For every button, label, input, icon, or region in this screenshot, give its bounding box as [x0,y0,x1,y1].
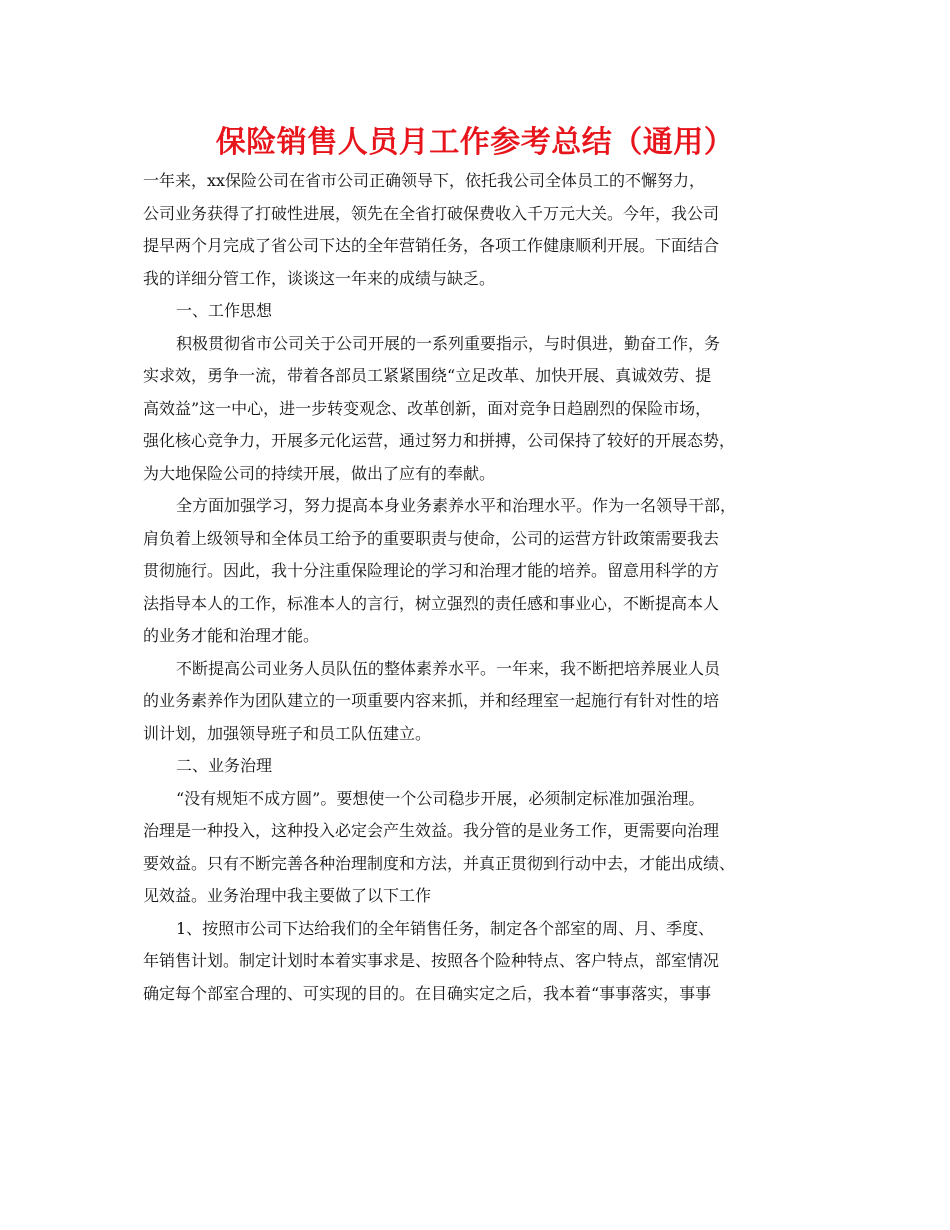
paragraph [143,328,828,491]
text-line: 实求效，勇争一流，带着各部员工紧紧围绕“立足改革、加快开展、真诚效劳、提 [143,366,712,385]
text-line: 见效益。业务治理中我主要做了以下工作 [143,886,432,905]
text-line: 的业务才能和治理才能。 [143,626,320,645]
paragraph [143,913,828,1011]
text-line: 强化核心竞争力，开展多元化运营，通过努力和拼搏，公司保持了较好的开展态势， [143,431,736,450]
paragraph [143,295,828,328]
text-line: 确定每个部室合理的、可实现的目的。在目确实定之后，我本着“事事落实，事事 [143,983,712,1003]
paragraph [143,783,828,913]
text-line: 一年来，xx保险公司在省市公司正确领导下，依托我公司全体员工的不懈努力， [143,171,706,190]
text-line: 贯彻施行。因此，我十分注重保险理论的学习和治理才能的培养。留意用科学的方 [143,561,720,580]
text-line: “没有规矩不成方圆”。要想使一个公司稳步开展，必须制定标准加强治理。 [176,788,705,808]
document-body [143,165,828,1010]
text-line: 的业务素养作为团队建立的一项重要内容来抓，并和经理室一起施行有针对性的培 [143,691,720,710]
text-line: 不断提高公司业务人员队伍的整体素养水平。一年来，我不断把培养展业人员 [176,658,721,678]
text-line: 年销售计划。制定计划时本着实事求是、按照各个险种特点、客户特点，部室情况 [143,951,720,970]
text-line: 治理是一种投入，这种投入必定会产生效益。我分管的是业务工作，更需要向治理 [143,821,720,840]
text-line: 我的详细分管工作，谈谈这一年来的成绩与缺乏。 [143,268,496,288]
text-line: 提早两个月完成了省公司下达的全年营销任务，各项工作健康顺利开展。下面结合 [143,236,720,255]
text-line: 1、按照市公司下达给我们的全年销售任务，制定各个部室的周、月、季度、 [176,918,715,938]
text-line: 高效益”这一中心，进一步转变观念、改革创新，面对竞争日趋剧烈的保险市场， [143,398,712,418]
paragraph [143,165,828,295]
text-line: 公司业务获得了打破性进展，领先在全省打破保费收入千万元大关。今年，我公司 [143,203,720,223]
text-line: 肩负着上级领导和全体员工给予的重要职责与使命，公司的运营方针政策需要我去 [143,528,720,548]
document-title: 保险销售人员月工作参考总结（通用） [215,125,735,160]
text-line: 要效益。只有不断完善各种治理制度和方法，并真正贯彻到行动中去，才能出成绩、 [143,853,736,873]
text-line: 积极贯彻省市公司关于公司开展的一系列重要指示，与时俱进，勤奋工作，务 [176,333,721,353]
text-line: 法指导本人的工作，标准本人的言行，树立强烈的责任感和事业心，不断提高本人 [143,593,720,613]
text-line: 一、工作思想 [176,301,273,320]
text-line: 训计划，加强领导班子和员工队伍建立。 [143,723,432,743]
paragraph [143,490,828,653]
text-line: 全方面加强学习，努力提高本身业务素养水平和治理水平。作为一名领导干部， [176,496,737,515]
paragraph [143,750,828,783]
paragraph [143,653,828,751]
text-line: 为大地保险公司的持续开展，做出了应有的奉献。 [143,463,496,483]
text-line: 二、业务治理 [176,756,273,775]
